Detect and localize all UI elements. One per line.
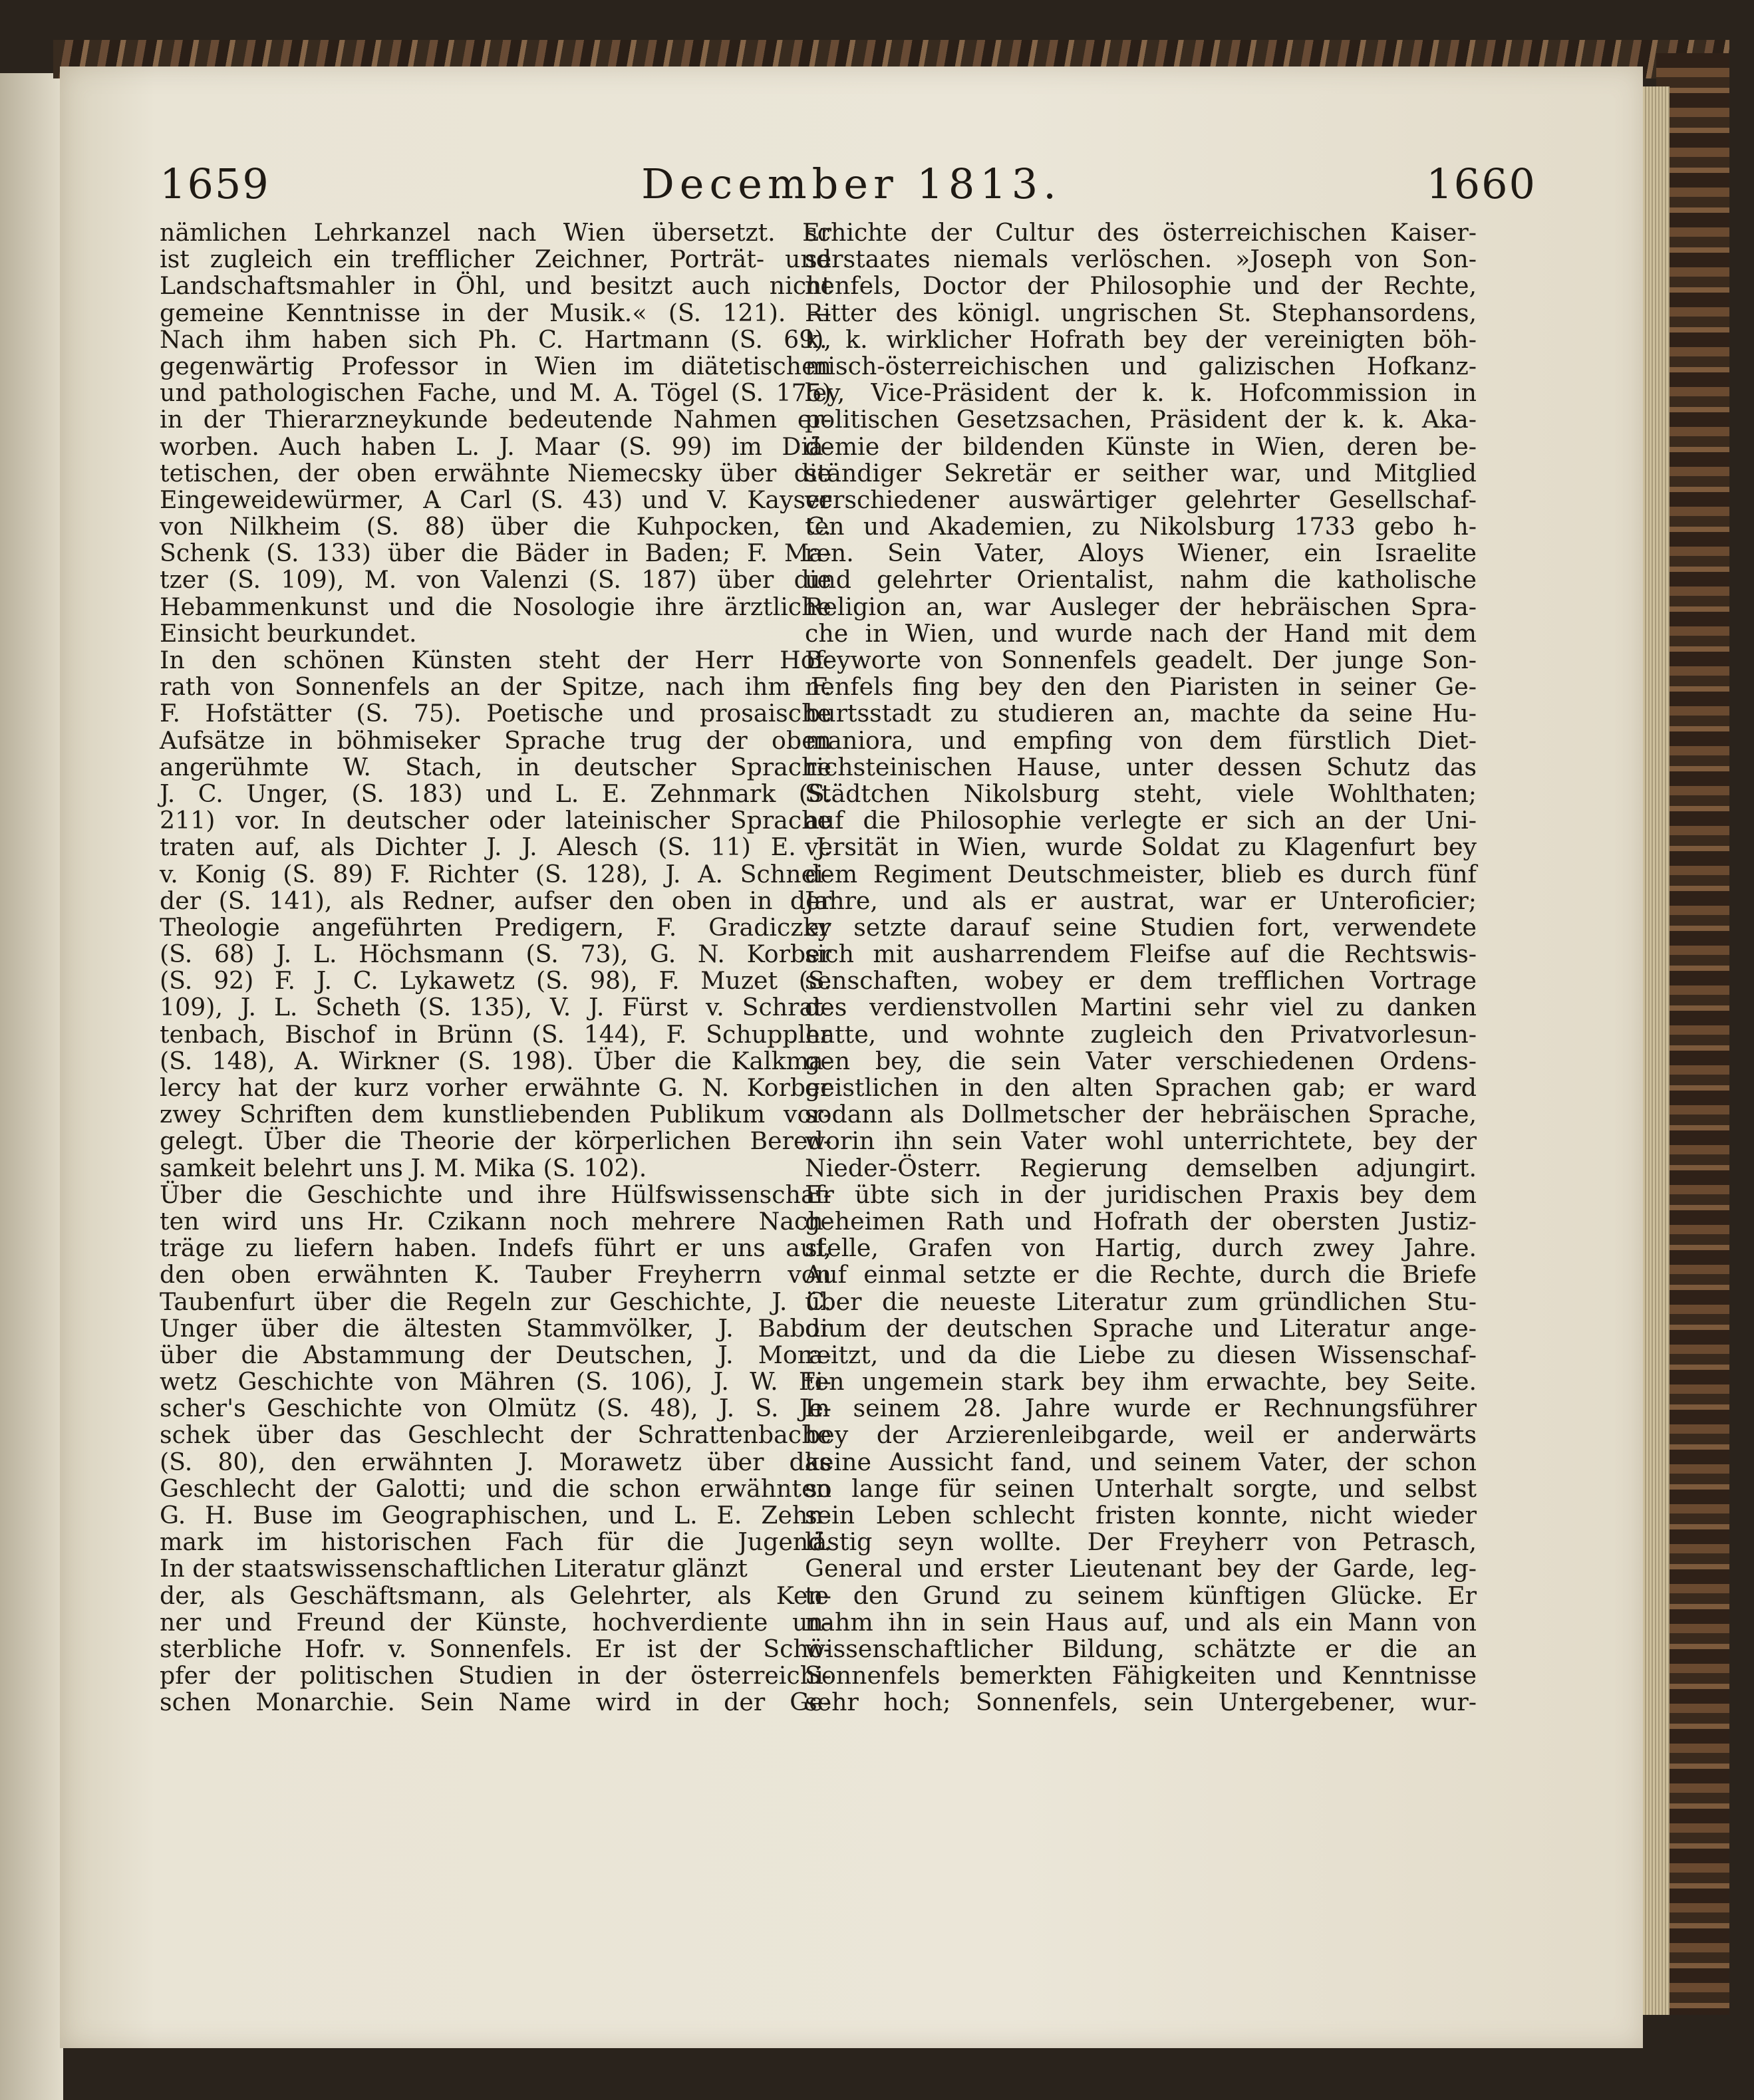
text-line: gemeine Kenntnisse in der Musik.« (S. 121). — <box>160 298 831 327</box>
text-line: rath von Sonnenfels an der Spitze, nach ihm F. <box>160 672 831 702</box>
text-line: versität in Wien, wurde Soldat zu Klagenfurt bey <box>805 833 1477 862</box>
text-line: pfer der politischen Studien in der österreichi- <box>160 1661 831 1690</box>
text-line: gelegt. Über die Theorie der körperlichen Bered- <box>160 1126 831 1156</box>
text-line: den oben erwähnten K. Tauber Freyherrn von <box>160 1260 831 1289</box>
text-line: misch-österreichischen und galizischen Hofkanz- <box>805 351 1477 380</box>
text-line: richsteinischen Hause, unter dessen Schutz das <box>805 752 1477 781</box>
text-line: gegenwärtig Professor in Wien im diätetischen <box>160 351 831 380</box>
text-line: Unger über die ältesten Stammvölker, J. Babor <box>160 1313 831 1343</box>
text-line: sich mit ausharrendem Fleifse auf die Rechtswis- <box>805 940 1477 969</box>
text-line: von Nilkheim (S. 88) über die Kuhpocken, C. <box>160 512 831 541</box>
text-line: über die neueste Literatur zum gründlichen Stu- <box>805 1287 1477 1316</box>
text-line: dem Regiment Deutschmeister, blieb es durch fünf <box>805 859 1477 888</box>
text-line: Theologie angeführten Predigern, F. Gradiczky <box>160 912 831 942</box>
text-line: Jahre, und als er austrat, war er Unteroficier; <box>805 886 1477 915</box>
text-line: te den Grund zu seinem künftigen Glücke. Er <box>805 1581 1477 1610</box>
text-line: Über die Geschichte und ihre Hülfswissenschaf- <box>160 1180 831 1209</box>
text-line: in der Thierarzneykunde bedeutende Nahmen er- <box>160 405 831 434</box>
text-line: maniora, und empfing von dem fürstlich Diet- <box>805 725 1477 755</box>
text-line: J. C. Unger, (S. 183) und L. E. Zehnmark (S. <box>160 779 831 808</box>
text-line: Beyworte von Sonnenfels geadelt. Der junge Son- <box>805 646 1477 674</box>
text-line: gen bey, die sein Vater verschiedenen Ordens- <box>805 1046 1477 1075</box>
text-line: 109), J. L. Scheth (S. 135), V. J. Fürst v. Schrat- <box>160 993 831 1022</box>
text-line: F. Hofstätter (S. 75). Poetische und prosaische <box>160 699 831 728</box>
text-line: Eingeweidewürmer, A Carl (S. 43) und V. Kayser <box>160 485 831 514</box>
text-line: lästig seyn wollte. Der Freyherr von Petrasch, <box>805 1527 1477 1557</box>
text-line: keine Aussicht fand, und seinem Vater, der schon <box>805 1447 1477 1476</box>
text-line: ley, Vice-Präsident der k. k. Hofcommission in <box>805 378 1477 408</box>
text-line: ten ungemein stark bey ihm erwachte, bey Seite. <box>805 1367 1477 1396</box>
text-line: sodann als Dollmetscher der hebräischen Sprache, <box>805 1100 1477 1129</box>
text-line: serstaates niemals verlöschen. »Joseph von Son- <box>805 245 1477 274</box>
text-line: v. Konig (S. 89) F. Richter (S. 128), J. A. Schnei- <box>160 859 831 888</box>
text-line: verschiedener auswärtiger gelehrter Gesellschaf- <box>805 485 1477 514</box>
text-line: tzer (S. 109), M. von Valenzi (S. 187) über die <box>160 565 831 594</box>
text-line: senschaften, wobey er dem trefflichen Vortrage <box>805 966 1477 995</box>
text-line: worin ihn sein Vater wohl unterrichtete, bey der <box>805 1126 1477 1156</box>
text-line: politischen Gesetzsachen, Präsident der k. k. Aka- <box>805 405 1477 434</box>
text-line: der, als Geschäftsmann, als Gelehrter, als Ken- <box>160 1581 831 1610</box>
text-line: burtsstadt zu studieren an, machte da seine Hu- <box>805 699 1477 728</box>
text-line: wetz Geschichte von Mähren (S. 106), J. W. Fi- <box>160 1367 831 1396</box>
text-line: bey der Arzierenleibgarde, weil er anderwärts <box>805 1420 1477 1450</box>
facing-page-edge <box>0 73 63 2100</box>
text-line: des verdienstvollen Martini sehr viel zu danken <box>805 993 1477 1022</box>
text-line: nenfels fing bey den den Piaristen in seiner Ge- <box>805 672 1477 702</box>
running-title: December 1813. <box>641 160 1062 208</box>
text-line: ren. Sein Vater, Aloys Wiener, ein Israelite <box>805 539 1477 568</box>
book-page <box>60 66 1643 2048</box>
text-line: Religion an, war Ausleger der hebräischen Spra- <box>805 592 1477 621</box>
text-line: Sonnenfels bemerkten Fähigkeiten und Kenntnisse <box>805 1661 1477 1690</box>
text-line: Aufsätze in böhmiseker Sprache trug der oben <box>160 725 831 755</box>
text-line: che in Wien, und wurde nach der Hand mit dem <box>805 618 1477 648</box>
text-line: ner und Freund der Künste, hochverdiente un- <box>160 1607 831 1637</box>
text-line: Nieder-Österr. Regierung demselben adjungirt. <box>805 1153 1477 1182</box>
text-line: nämlichen Lehrkanzel nach Wien übersetzt. Er <box>160 218 831 247</box>
text-line: Hebammenkunst und die Nosologie ihre ärztliche <box>160 592 831 621</box>
text-line: Taubenfurt über die Regeln zur Geschichte, J. C. <box>160 1287 831 1316</box>
text-line: (S. 68) J. L. Höchsmann (S. 73), G. N. Korber <box>160 940 831 969</box>
page-number-right: 1660 <box>1426 160 1536 208</box>
text-line: so lange für seinen Unterhalt sorgte, und selbst <box>805 1474 1477 1503</box>
text-line: nenfels, Doctor der Philosophie und der Rechte, <box>805 271 1477 301</box>
text-line: (S. 148), A. Wirkner (S. 198). Über die Kalkma- <box>160 1046 831 1075</box>
text-line: angerühmte W. Stach, in deutscher Sprache <box>160 752 831 781</box>
text-line: reitzt, und da die Liebe zu diesen Wissenschaf- <box>805 1340 1477 1369</box>
text-line: nahm ihn in sein Haus auf, und als ein Mann von <box>805 1607 1477 1637</box>
text-line: 211) vor. In deutscher oder lateinischer Sprache <box>160 806 831 835</box>
text-line: ten und Akademien, zu Nikolsburg 1733 gebo h- <box>805 512 1477 541</box>
text-line: zwey Schriften dem kunstliebenden Publikum vor- <box>160 1100 831 1129</box>
text-line: ständiger Sekretär er seither war, und Mitglied <box>805 458 1477 487</box>
text-line: scher's Geschichte von Olmütz (S. 48), J. S. Je- <box>160 1394 831 1423</box>
text-line: geistlichen in den alten Sprachen gab; er ward <box>805 1073 1477 1102</box>
text-line: lercy hat der kurz vorher erwähnte G. N. Korber <box>160 1073 831 1102</box>
text-line: tenbach, Bischof in Brünn (S. 144), F. Schuppler <box>160 1019 831 1049</box>
text-column-left <box>160 219 831 1716</box>
text-line: Einsicht beurkundet. <box>160 618 417 648</box>
text-line: Nach ihm haben sich Ph. C. Hartmann (S. 69), <box>160 325 831 354</box>
text-line: auf die Philosophie verlegte er sich an der Uni- <box>805 806 1477 835</box>
text-line: In den schönen Künsten steht der Herr Hof- <box>160 646 831 674</box>
text-line: geheimen Rath und Hofrath der obersten Justiz- <box>805 1206 1477 1236</box>
text-line: Städtchen Nikolsburg steht, viele Wohlthaten; <box>805 779 1477 808</box>
text-line: (S. 92) F. J. C. Lykawetz (S. 98), F. Muzet (S. <box>160 966 831 995</box>
text-line: G. H. Buse im Geographischen, und L. E. Zehn- <box>160 1501 831 1529</box>
text-line: schichte der Cultur des österreichischen Kaiser- <box>805 218 1477 247</box>
text-line: er setzte darauf seine Studien fort, verwendete <box>805 912 1477 942</box>
text-line: und pathologischen Fache, und M. A. Tögel (S. 175) <box>160 378 831 408</box>
text-line: Schenk (S. 133) über die Bäder in Baden; F. Ma- <box>160 539 831 568</box>
text-line: Landschaftsmahler in Öhl, und besitzt auch nicht <box>160 271 831 301</box>
text-line: Geschlecht der Galotti; und die schon erwähnten <box>160 1474 831 1503</box>
text-line: ist zugleich ein trefflicher Zeichner, Porträt- und <box>160 245 831 274</box>
text-line: Ritter des königl. ungrischen St. Stephansordens, <box>805 298 1477 327</box>
text-line: mark im historischen Fach für die Jugend. <box>160 1527 831 1557</box>
text-line: sein Leben schlecht fristen konnte, nicht wieder <box>805 1501 1477 1529</box>
page-number-left: 1659 <box>160 160 270 208</box>
text-line: In seinem 28. Jahre wurde er Rechnungsführer <box>805 1394 1477 1423</box>
text-line: (S. 80), den erwähnten J. Morawetz über das <box>160 1447 831 1476</box>
text-line: tetischen, der oben erwähnte Niemecsky über die <box>160 458 831 487</box>
text-line: ten wird uns Hr. Czikann noch mehrere Nach- <box>160 1206 831 1236</box>
text-line: schek über das Geschlecht der Schrattenbache <box>160 1420 831 1450</box>
text-line: dium der deutschen Sprache und Literatur ange- <box>805 1313 1477 1343</box>
text-line: sterbliche Hofr. v. Sonnenfels. Er ist der Schö- <box>160 1634 831 1663</box>
text-line: traten auf, als Dichter J. J. Alesch (S. 11) E. J. <box>160 833 831 862</box>
text-line: Er übte sich in der juridischen Praxis bey dem <box>805 1180 1477 1209</box>
text-line: stelle, Grafen von Hartig, durch zwey Jahre. <box>805 1234 1477 1263</box>
text-column-right <box>805 219 1477 1716</box>
text-line: Auf einmal setzte er die Rechte, durch die Briefe <box>805 1260 1477 1289</box>
text-line: In der staatswissenschaftlichen Literatur glänzt <box>160 1554 748 1583</box>
text-line: träge zu liefern haben. Indefs führt er uns auf, <box>160 1234 831 1263</box>
text-line: über die Abstammung der Deutschen, J. Mora- <box>160 1340 831 1369</box>
text-line: hatte, und wohnte zugleich den Privatvorlesun- <box>805 1019 1477 1049</box>
text-line: der (S. 141), als Redner, aufser den oben in der <box>160 886 831 915</box>
text-line: schen Monarchie. Sein Name wird in der Ge- <box>160 1688 831 1717</box>
text-line: sehr hoch; Sonnenfels, sein Untergebener, wur- <box>805 1688 1477 1717</box>
text-line: wissenschaftlicher Bildung, schätzte er die an <box>805 1634 1477 1663</box>
text-line: demie der bildenden Künste in Wien, deren be- <box>805 432 1477 461</box>
text-line: und gelehrter Orientalist, nahm die katholische <box>805 565 1477 594</box>
text-line: samkeit belehrt uns J. M. Mika (S. 102). <box>160 1153 647 1182</box>
text-line: General und erster Lieutenant bey der Garde, leg- <box>805 1554 1477 1583</box>
text-line: k. k. wirklicher Hofrath bey der vereinigten böh- <box>805 325 1477 354</box>
text-line: worben. Auch haben L. J. Maar (S. 99) im Diä- <box>160 432 831 461</box>
